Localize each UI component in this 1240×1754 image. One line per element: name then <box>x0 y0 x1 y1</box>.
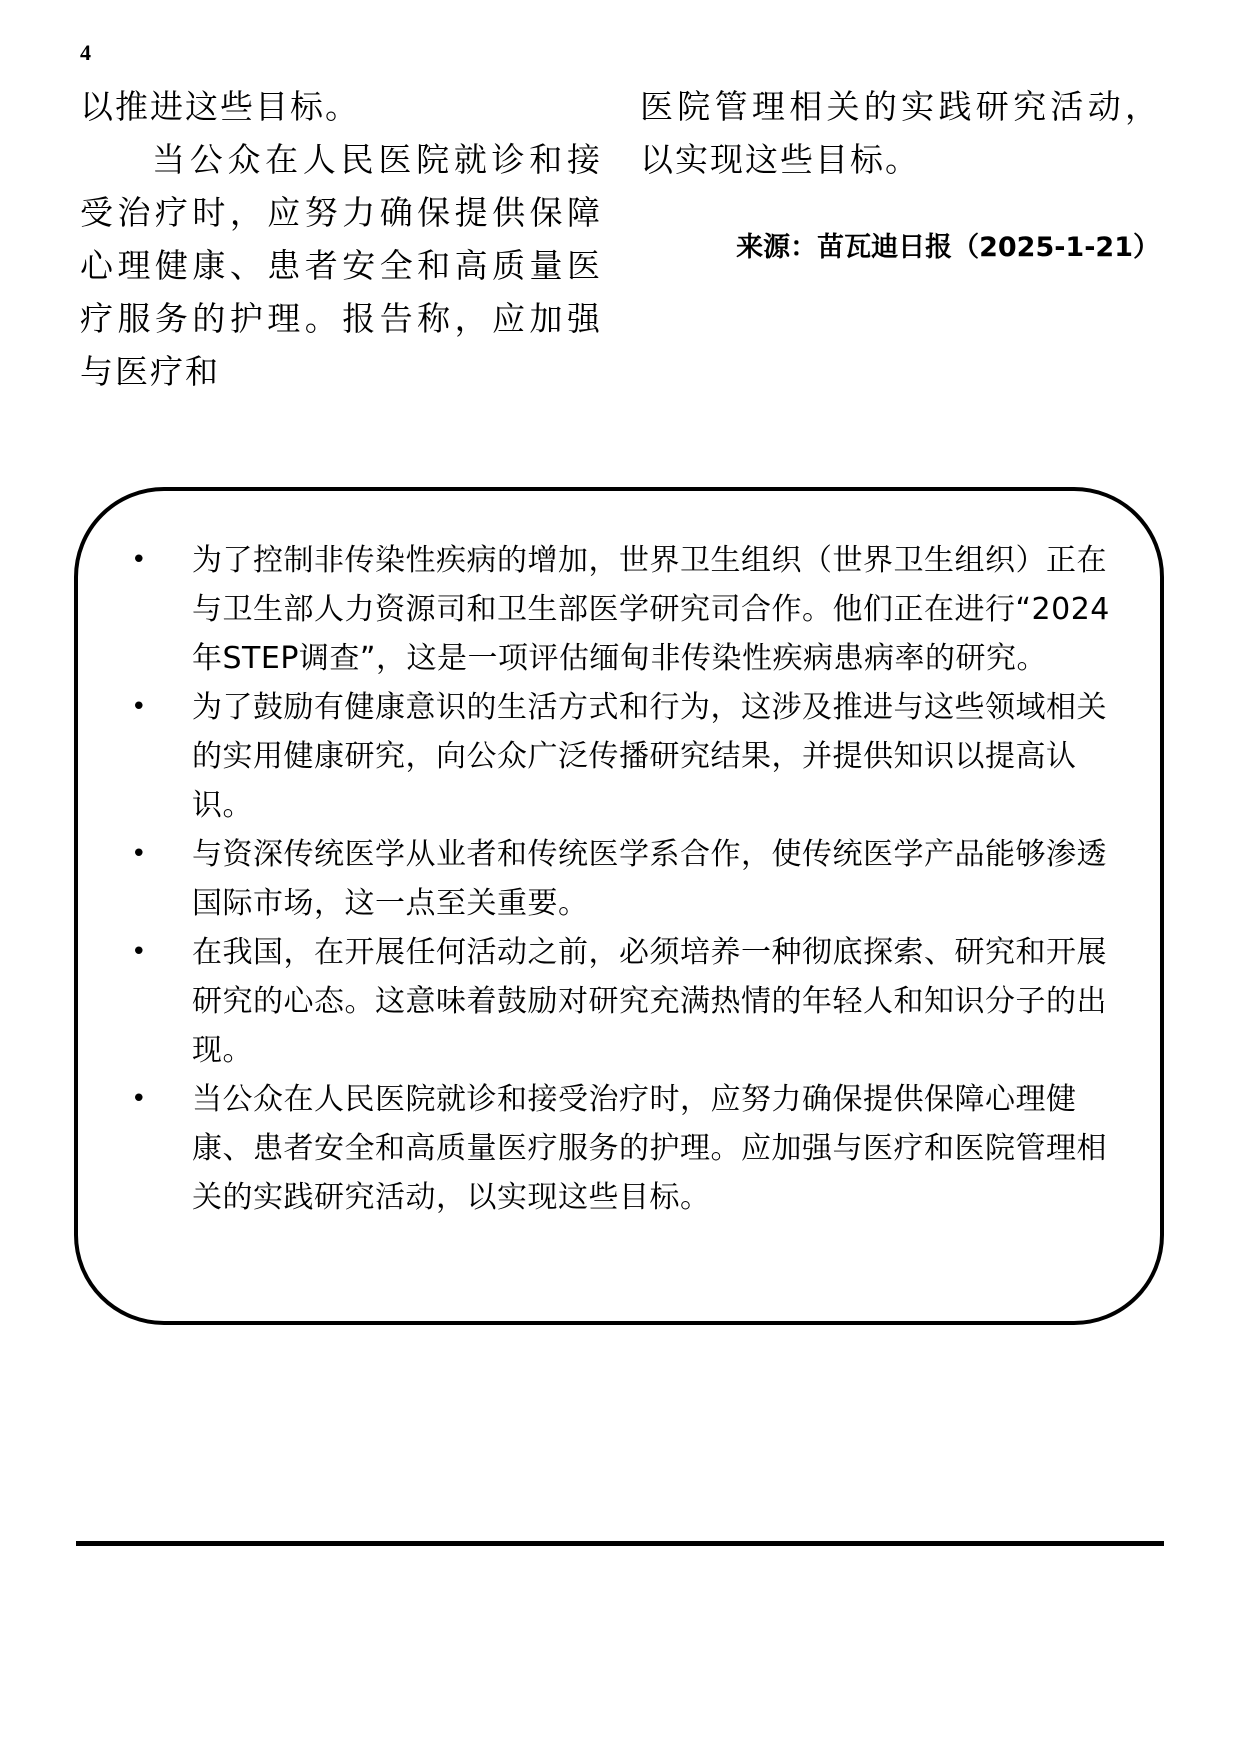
page-number: 4 <box>80 40 91 65</box>
right-text-column <box>640 80 1160 186</box>
footer-divider <box>76 1541 1164 1546</box>
summary-item <box>116 1075 1121 1222</box>
summary-item-text: 为了鼓励有健康意识的生活方式和行为，这涉及推进与这些领域相关的实用健康研究，向公众广泛传播研究结果，并提供知识以提高认识。 <box>192 690 1107 823</box>
summary-item <box>116 536 1121 683</box>
summary-item-text: 与资深传统医学从业者和传统医学系合作，使传统医学产品能够渗透国际市场，这一点至关重要。 <box>192 837 1107 921</box>
bullet-icon: • <box>131 545 147 575</box>
left-text-column <box>80 80 602 398</box>
summary-item <box>116 683 1121 830</box>
article-source: 来源：苗瓦迪日报（2025-1-21） <box>736 232 1160 263</box>
summary-item <box>116 928 1121 1075</box>
summary-item-text: 当公众在人民医院就诊和接受治疗时，应努力确保提供保障心理健康、患者安全和高质量医疗服务的护理。应加强与医疗和医院管理相关的实践研究活动，以实现这些目标。 <box>192 1082 1107 1215</box>
bullet-icon: • <box>131 1084 147 1114</box>
summary-item-text: 在我国，在开展任何活动之前，必须培养一种彻底探索、研究和开展研究的心态。这意味着鼓励对研究充满热情的年轻人和知识分子的出现。 <box>192 935 1107 1068</box>
paragraph-continuation: 以推进这些目标。 <box>80 87 360 126</box>
summary-box <box>74 487 1164 1325</box>
bullet-icon: • <box>131 937 147 967</box>
bullet-icon: • <box>131 839 147 869</box>
bullet-icon: • <box>131 692 147 722</box>
summary-list <box>116 536 1121 1222</box>
summary-item-text: 为了控制非传染性疾病的增加，世界卫生组织（世界卫生组织）正在与卫生部人力资源司和卫生部医学研究司合作。他们正在进行“2024年STEP调查”，这是一项评估缅甸非传染性疾病患病率的研究。 <box>192 543 1110 676</box>
paragraph-continuation: 医院管理相关的实践研究活动，以实现这些目标。 <box>640 87 1160 179</box>
summary-item <box>116 830 1121 928</box>
paragraph: 当公众在人民医院就诊和接受治疗时，应努力确保提供保障心理健康、患者安全和高质量医疗服务的护理。报告称，应加强与医疗和 <box>80 140 602 391</box>
